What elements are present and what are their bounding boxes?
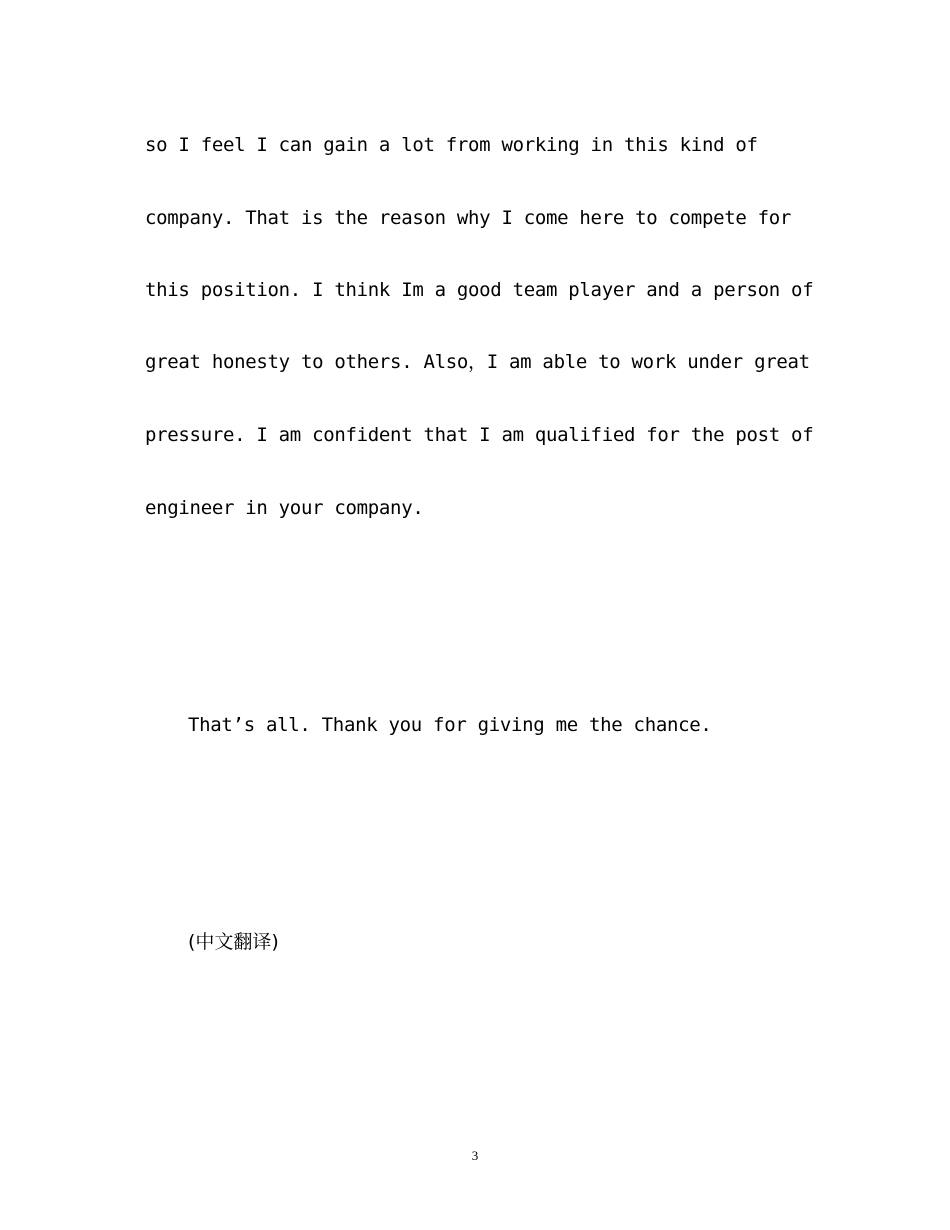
translation-heading: (中文翻译) xyxy=(188,931,279,953)
paragraph-line: great honesty to others. Also，I am able to work under great xyxy=(145,351,810,373)
closing-sentence: That’s all. Thank you for giving me the chance. xyxy=(188,714,712,736)
paragraph-line: company. That is the reason why I come here to compete for xyxy=(145,207,792,229)
page-number: 3 xyxy=(471,1148,479,1163)
paragraph-line: so I feel I can gain a lot from working in this kind of xyxy=(145,134,758,156)
paragraph-line: engineer in your company. xyxy=(145,497,424,519)
paragraph-line: this position. I think Im a good team player and a person of xyxy=(145,279,814,301)
paragraph-line: pressure. I am confident that I am qualified for the post of xyxy=(145,424,814,446)
